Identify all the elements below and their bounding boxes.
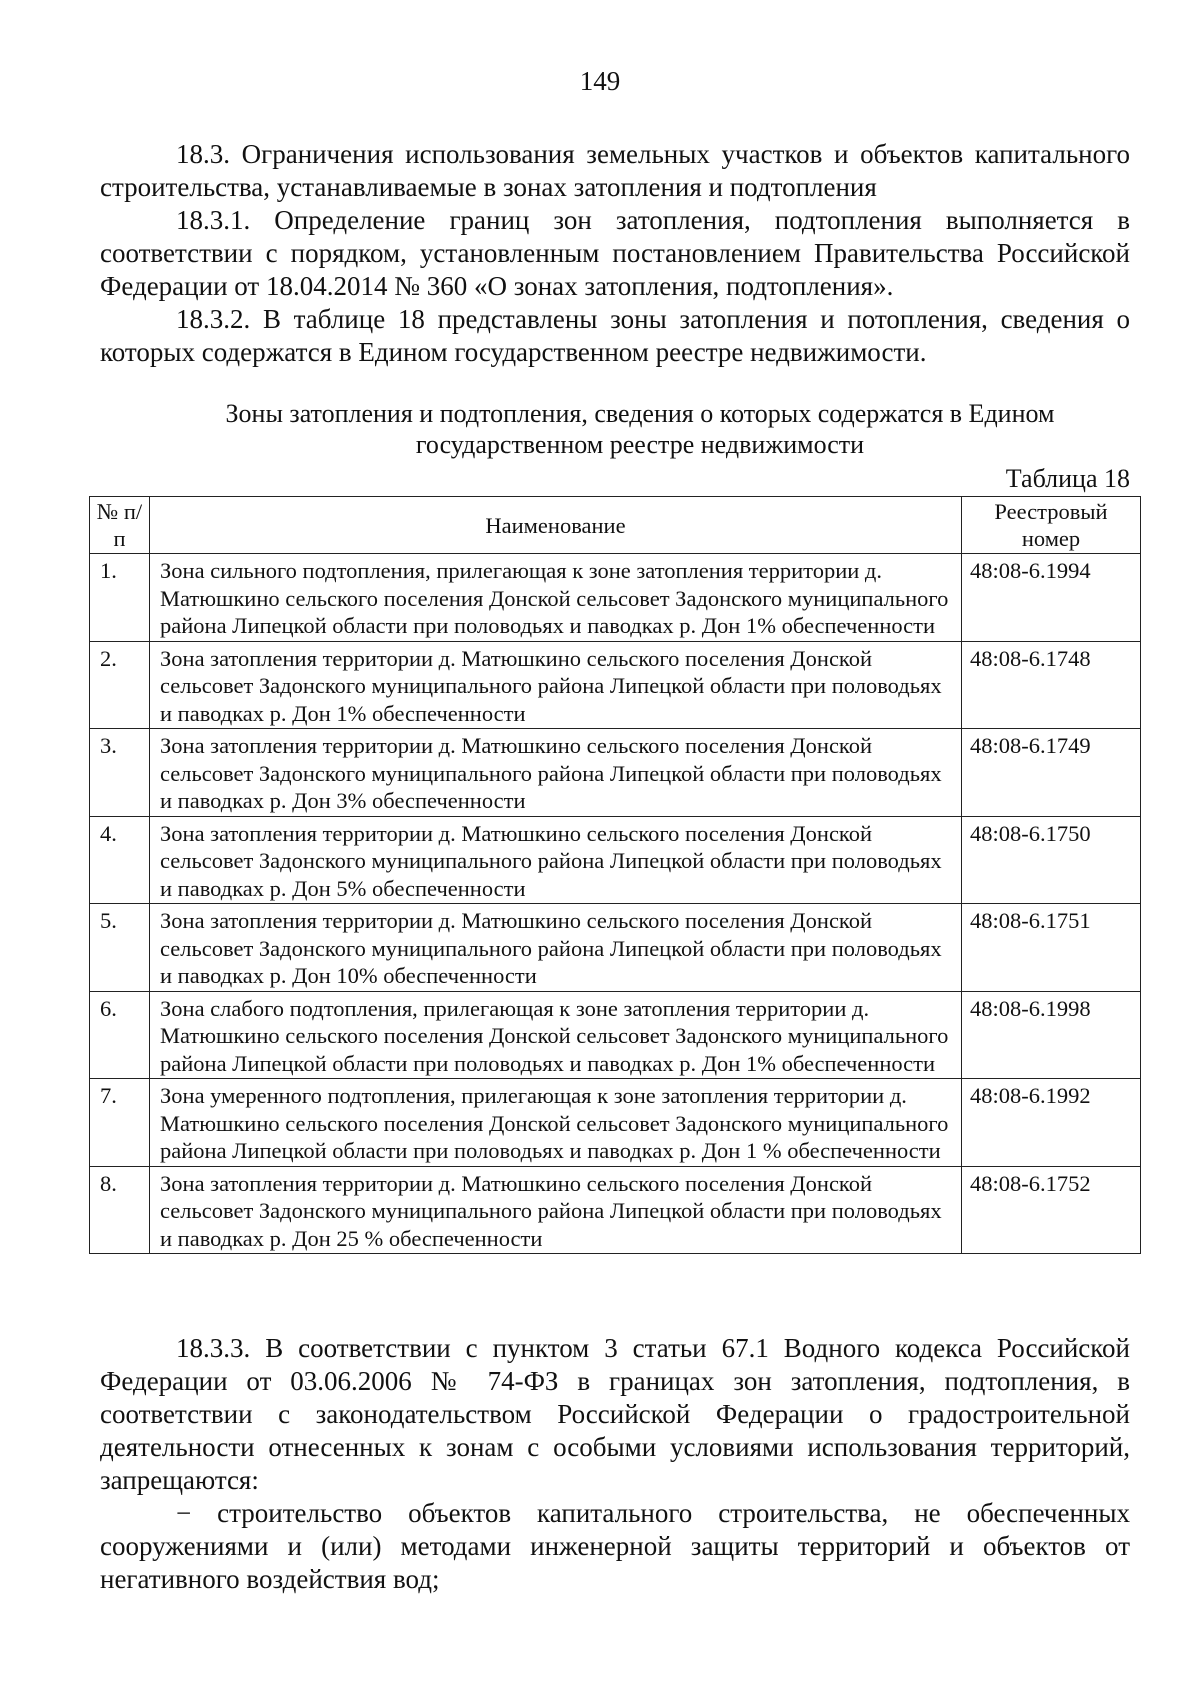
row-number: 7. xyxy=(90,1079,150,1167)
table-row xyxy=(90,641,1141,729)
row-name: Зона затопления территории д. Матюшкино сельского поселения Донской сельсовет Задонского муниципального района Липецкой области при половодьях и паводках р. Дон 5% обеспеченности xyxy=(150,816,962,904)
row-name: Зона слабого подтопления, прилегающая к зоне затопления территории д. Матюшкино сельского поселения Донской сельсовет Задонского муниципального района Липецкой области при половодьях и паводках р. Дон 1% обеспеченности xyxy=(150,991,962,1079)
table-row xyxy=(90,904,1141,992)
table-row xyxy=(90,816,1141,904)
row-number: 6. xyxy=(90,991,150,1079)
row-name: Зона затопления территории д. Матюшкино сельского поселения Донской сельсовет Задонского муниципального района Липецкой области при половодьях и паводках р. Дон 10% обеспеченности xyxy=(150,904,962,992)
table-row xyxy=(90,1166,1141,1254)
header-number: № п/п xyxy=(90,497,150,554)
row-number: 2. xyxy=(90,641,150,729)
paragraph-18-3-1: 18.3.1. Определение границ зон затопления, подтопления выполняется в соответствии с порядком, установленным постановлением Правительства Российской Федерации от 18.04.2014 № 360 «О зонах затопления, подтопления». xyxy=(100,205,1130,301)
table-row xyxy=(90,729,1141,817)
paragraph-18-3-3: 18.3.3. В соответствии с пунктом 3 статьи 67.1 Водного кодекса Российской Федерации от 03.06.2006 № 74-ФЗ в границах зон затопления, подтопления, в соответствии с законодательством Российской Федерации о градостроительной деятельности отнесенных к зонам с особыми условиями использования территорий, запрещаются: xyxy=(100,1333,1130,1495)
header-registry-number: Реестровый номер xyxy=(962,497,1141,554)
page-number: 149 xyxy=(579,66,621,96)
row-registry-number: 48:08-6.1994 xyxy=(962,554,1141,642)
row-registry-number: 48:08-6.1748 xyxy=(962,641,1141,729)
row-name: Зона затопления территории д. Матюшкино сельского поселения Донской сельсовет Задонского муниципального района Липецкой области при половодьях и паводках р. Дон 1% обеспеченности xyxy=(150,641,962,729)
row-number: 5. xyxy=(90,904,150,992)
row-registry-number: 48:08-6.1992 xyxy=(962,1079,1141,1167)
row-name: Зона умеренного подтопления, прилегающая к зоне затопления территории д. Матюшкино сельского поселения Донской сельсовет Задонского муниципального района Липецкой области при половодьях и паводках р. Дон 1 % обеспеченности xyxy=(150,1079,962,1167)
row-name: Зона затопления территории д. Матюшкино сельского поселения Донской сельсовет Задонского муниципального района Липецкой области при половодьях и паводках р. Дон 25 % обеспеченности xyxy=(150,1166,962,1254)
row-name: Зона сильного подтопления, прилегающая к зоне затопления территории д. Матюшкино сельского поселения Донской сельсовет Задонского муниципального района Липецкой области при половодьях и паводках р. Дон 1% обеспеченности xyxy=(150,554,962,642)
table-label: Таблица 18 xyxy=(1005,464,1130,493)
table-row xyxy=(90,554,1141,642)
row-name: Зона затопления территории д. Матюшкино сельского поселения Донской сельсовет Задонского муниципального района Липецкой области при половодьях и паводках р. Дон 3% обеспеченности xyxy=(150,729,962,817)
row-registry-number: 48:08-6.1750 xyxy=(962,816,1141,904)
row-registry-number: 48:08-6.1749 xyxy=(962,729,1141,817)
paragraph-18-3: 18.3. Ограничения использования земельных участков и объектов капитального строительства, устанавливаемые в зонах затопления и подтопления xyxy=(100,139,1130,202)
zones-table xyxy=(89,496,1141,1254)
row-number: 8. xyxy=(90,1166,150,1254)
row-registry-number: 48:08-6.1752 xyxy=(962,1166,1141,1254)
row-registry-number: 48:08-6.1751 xyxy=(962,904,1141,992)
row-number: 3. xyxy=(90,729,150,817)
header-name: Наименование xyxy=(150,497,962,554)
table-header-row xyxy=(90,497,1141,554)
intro-section xyxy=(100,138,1130,369)
table-caption: Зоны затопления и подтопления, сведения о которых содержатся в Едином государственном реестре недвижимости xyxy=(225,399,1055,459)
row-number: 4. xyxy=(90,816,150,904)
row-registry-number: 48:08-6.1998 xyxy=(962,991,1141,1079)
table-row xyxy=(90,1079,1141,1167)
closing-section xyxy=(100,1332,1130,1596)
prohibition-item: − строительство объектов капитального строительства, не обеспеченных сооружениями и (или) методами инженерной защиты территорий и объектов от негативного воздействия вод; xyxy=(100,1498,1130,1594)
row-number: 1. xyxy=(90,554,150,642)
table-row xyxy=(90,991,1141,1079)
paragraph-18-3-2: 18.3.2. В таблице 18 представлены зоны затопления и потопления, сведения о которых содержатся в Едином государственном реестре недвижимости. xyxy=(100,304,1130,367)
